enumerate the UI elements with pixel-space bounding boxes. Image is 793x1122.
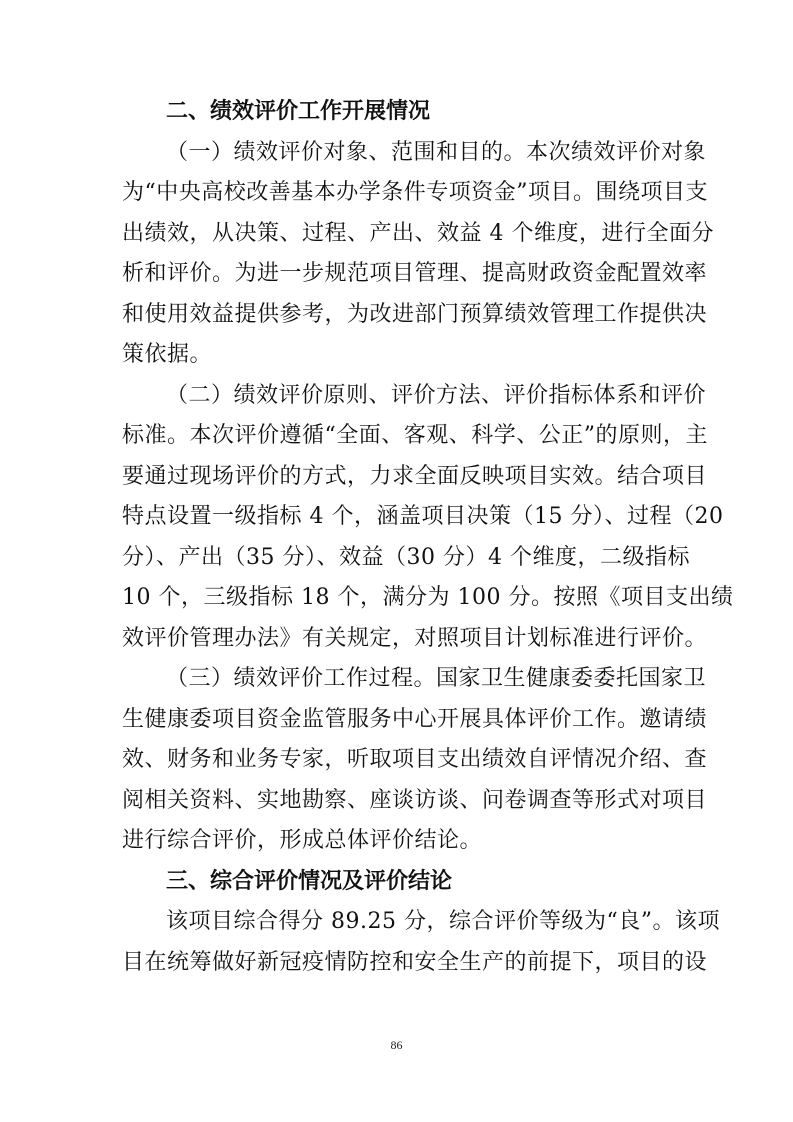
paragraph-2-line-4: 特点设置一级指标 4 个，涵盖项目决策（15 分）、过程（20 [122,504,724,529]
paragraph-2-line-3: 要通过现场评价的方式，力求全面反映项目实效。结合项目 [122,464,708,489]
section-heading-2: 二、绩效评价工作开展情况 [166,99,431,124]
paragraph-2-line-5: 分）、产出（35 分）、效益（30 分）4 个维度，二级指标 [122,545,690,570]
page-number: 86 [390,1038,403,1052]
paragraph-3-line-4: 阅相关资料、实地勘察、座谈访谈、问卷调查等形式对项目 [122,788,708,813]
paragraph-1-line-2: 为“中央高校改善基本办学条件专项资金”项目。围绕项目支 [122,180,708,205]
paragraph-2-line-6: 10 个，三级指标 18 个，满分为 100 分。按照《项目支出绩 [122,585,734,610]
paragraph-3-line-3: 效、财务和业务专家，听取项目支出绩效自评情况介绍、查 [122,747,708,772]
paragraph-4-line-1: 该项目综合得分 89.25 分，综合评价等级为“良”。该项 [166,909,720,934]
paragraph-1-line-1: （一）绩效评价对象、范围和目的。本次绩效评价对象 [166,140,707,165]
paragraph-2-line-2: 标准。本次评价遵循“全面、客观、科学、公正”的原则，主 [122,423,708,448]
paragraph-3-line-1: （三）绩效评价工作过程。国家卫生健康委委托国家卫 [166,666,707,691]
paragraph-1-line-5: 和使用效益提供参考，为改进部门预算绩效管理工作提供决 [122,302,708,327]
paragraph-2-line-1: （二）绩效评价原则、评价方法、评价指标体系和评价 [166,383,707,408]
paragraph-1-line-4: 析和评价。为进一步规范项目管理、提高财政资金配置效率 [122,261,708,286]
paragraph-4-line-2: 目在统筹做好新冠疫情防控和安全生产的前提下，项目的设 [122,950,708,975]
section-heading-3: 三、综合评价情况及评价结论 [166,869,453,894]
paragraph-1-line-6: 策依据。 [122,342,213,367]
paragraph-3-line-5: 进行综合评价，形成总体评价结论。 [122,828,483,853]
paragraph-3-line-2: 生健康委项目资金监管服务中心开展具体评价工作。邀请绩 [122,707,708,732]
paragraph-2-line-7: 效评价管理办法》有关规定，对照项目计划标准进行评价。 [122,626,708,651]
paragraph-1-line-3: 出绩效，从决策、过程、产出、效益 4 个维度，进行全面分 [122,221,714,246]
